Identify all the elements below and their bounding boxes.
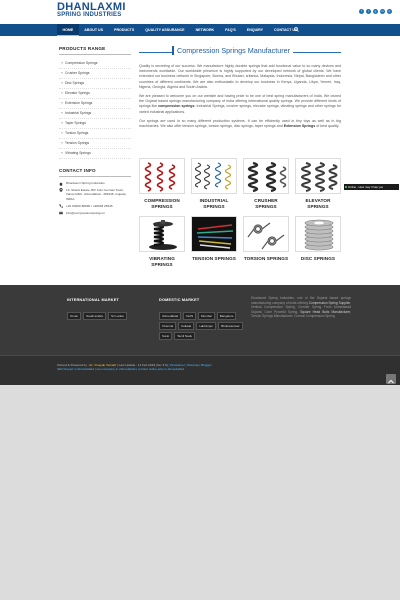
scroll-to-top-button[interactable] [386, 374, 396, 384]
sidebar-item-taper[interactable]: » Taper Springs [59, 119, 131, 129]
contact-info-title: CONTACT INFO [59, 168, 131, 177]
social-links [359, 9, 392, 14]
nav-home[interactable]: HOME [57, 24, 79, 36]
vibrating-springs-image[interactable] [139, 216, 185, 252]
intro-paragraph-3: Our springs are used in so many different production systems. It can be efficiently used in tiny toys as well as in big machineries. We also offer tension springs, torsion springs, disc springs, taper springs and Extension Springs of best quality. [139, 118, 341, 129]
product-grid-row-1 [139, 158, 341, 210]
nav-contact[interactable]: CONTACT US [274, 28, 298, 32]
footer-link-bolts[interactable]: Square Head Bolts Manufacturer [300, 309, 351, 314]
owner-link[interactable]: Er. Vinayak Velvadt [89, 363, 117, 367]
footer-bottom-bar [0, 355, 400, 385]
torsion-springs-image[interactable] [243, 216, 289, 252]
intro-paragraph-2: We are pleased to welcome you on our website and having pride to be one of best spring manufacturers of India. We owned the Gujarat based springs manufacturing company of India offering international quality springs. We provide different kinds of springs like compression springs, Industrial Springs, crusher springs, elevator springs, vibrating springs and other springs for varied industrial applications. [139, 94, 341, 114]
tag-chennai[interactable]: Chennai [159, 322, 176, 330]
product-card-elevator[interactable] [295, 158, 341, 210]
tag-bangalore[interactable]: Bangalore [217, 312, 237, 320]
international-market-title: INTERNATIONAL MARKET [67, 298, 119, 302]
sidebar-item-elevator[interactable]: » Elevator Springs [59, 89, 131, 99]
chevron-up-icon [386, 377, 396, 387]
product-card-compression[interactable] [139, 158, 185, 210]
twitter-icon[interactable]: t [366, 9, 371, 14]
contact-address [59, 188, 131, 201]
compression-springs-image[interactable] [139, 158, 185, 194]
home-icon [59, 182, 63, 186]
sidebar-item-disc[interactable]: » Disc Springs [59, 79, 131, 89]
page-title: Compression Springs Manufacturer [172, 46, 293, 55]
online-chat-badge[interactable]: Online - How may I help you [344, 184, 399, 190]
facebook-icon[interactable]: f [359, 9, 364, 14]
footer-about-text: Dhanlaxmi Spring Industries, one of the Gujarat based springs manufacturing company of India offering Compression Spring Supplier, Vertical Compression Spring, Crusher Spring From Ahmedabad Gujarat, Cone Pyramid Spring, Square Head Bolts Manufacturer, Torsion Springs Manufacturer, Conical Compression Spring. [251, 296, 351, 319]
tag-lakhimpur[interactable]: Lakhimpur [196, 322, 216, 330]
international-tags [67, 312, 149, 320]
contact-phone [59, 204, 131, 208]
contact-company [59, 181, 131, 185]
sidebar-item-tension[interactable]: » Tension Springs [59, 139, 131, 149]
sidebar-item-vibrating[interactable]: » Vibrating Springs [59, 149, 131, 159]
torsion-label[interactable]: TORSION SPRINGS [243, 256, 289, 261]
nav-enquiry[interactable]: ENQUIRY [246, 28, 264, 32]
nav-network[interactable]: NETWORK [195, 28, 215, 32]
product-card-torsion[interactable] [243, 216, 289, 268]
product-card-industrial[interactable] [191, 158, 237, 210]
crusher-label[interactable]: CRUSHER SPRINGS [254, 198, 278, 209]
company-name: Dhanlaxmi Spring Industries [66, 181, 105, 185]
logo-sub[interactable]: SPRING INDUSTRIES [57, 12, 122, 18]
tension-springs-image[interactable] [191, 216, 237, 252]
disc-springs-image[interactable] [295, 216, 341, 252]
email-icon [59, 211, 63, 215]
sidebar [59, 46, 131, 217]
products-list [59, 59, 131, 159]
product-grid-row-2 [139, 216, 341, 268]
tag-tamil-nadu[interactable]: Tamil Nadu [174, 332, 195, 340]
sidebar-item-extension[interactable]: » Extension Springs [59, 99, 131, 109]
sidebar-item-crusher[interactable]: » Crusher Springs [59, 69, 131, 79]
product-card-crusher[interactable] [243, 158, 289, 210]
industrial-springs-image[interactable] [191, 158, 237, 194]
tag-mumbai[interactable]: Mumbai [198, 312, 215, 320]
industrial-label[interactable]: INDUSTRIAL SPRINGS [199, 198, 229, 209]
nav-about[interactable]: ABOUT US [84, 28, 104, 32]
site-header [0, 0, 400, 24]
domestic-tags [159, 312, 243, 340]
tag-delhi[interactable]: Delhi [183, 312, 196, 320]
tension-label[interactable]: TENSION SPRINGS [192, 256, 236, 261]
disc-label[interactable]: DISC SPRINGS [300, 256, 336, 261]
compression-springs-link[interactable]: compression springs [158, 104, 195, 109]
footer-link-supplier[interactable]: Compression Spring Supplier [308, 300, 351, 305]
status-dot-icon [345, 186, 347, 188]
google-plus-icon[interactable]: g [374, 9, 377, 13]
nav-products[interactable]: PRODUCTS [114, 28, 135, 32]
contact-email [59, 211, 131, 215]
sidebar-item-industrial[interactable]: » Industrial Springs [59, 109, 131, 119]
nav-quality[interactable]: QUALITY ASSURANCE [145, 28, 185, 32]
products-range-title: PRODUCTS RANGE [59, 46, 131, 55]
tag-ahmedabad[interactable]: Ahmedabad [159, 312, 181, 320]
phone-text[interactable]: +91 94260 88090 / +98948 28345 [66, 203, 113, 208]
footer-seo-links[interactable]: SEO Expert in Ahmedabad | seo company in ahmedabad | contact online jobs in ahmedabad [57, 367, 184, 371]
pinterest-icon[interactable]: p [388, 9, 391, 13]
sidebar-item-compression[interactable]: » Compression Springs [59, 59, 131, 69]
main-nav [0, 24, 400, 36]
elevator-label[interactable]: ELEVATOR SPRINGS [305, 198, 331, 209]
tag-surat[interactable]: Surat [159, 332, 172, 340]
tag-saudi-arabia[interactable]: Saudi arabia [83, 312, 106, 320]
elevator-springs-image[interactable] [295, 158, 341, 194]
main-content [139, 46, 341, 129]
footer-links[interactable]: | Disclaimer | Sitemap | Blogger [167, 363, 212, 367]
product-card-tension[interactable] [191, 216, 237, 268]
tag-oman[interactable]: Oman [67, 312, 81, 320]
footer-credits: Owned & Powered by : Er. Vinayak Velvadt | Last Update : 11 Feb 2019 (Ver 3.0) | Disclaimer | Sitemap | Blogger [57, 363, 212, 367]
address-text: 13, Shanti Estate, B/h Indo German Tools, Vatva GIDC, Ahmedabad - 382445, Gujarat, INDIA. [66, 187, 127, 201]
crusher-springs-image[interactable] [243, 158, 289, 194]
sidebar-item-torsion[interactable]: » Torsion Springs [59, 129, 131, 139]
domestic-market-title: DOMESTIC MARKET [159, 298, 200, 302]
tag-bhubaneswar[interactable]: Bhubaneswar [218, 322, 242, 330]
email-text[interactable]: info@compressionsprings.in [66, 210, 105, 215]
compression-label[interactable]: COMPRESSION SPRINGS [144, 198, 180, 209]
product-card-disc[interactable] [295, 216, 341, 268]
logo-main[interactable]: DHANLAXMI [57, 1, 126, 13]
tag-kolkata[interactable]: Kolkata [178, 322, 194, 330]
location-icon [59, 188, 63, 192]
linkedin-icon[interactable]: in [381, 9, 384, 13]
vibrating-label[interactable]: VIBRATING SPRINGS [149, 256, 175, 267]
intro-paragraph-1: Quality is secreting of our success. We manufacture highly durable springs that add functional value to so many devices and instruments worldwide. Our worldwide presence is highly supported by our developed network of global clients. We have extended our business network in Singapore, Burma, and Bhutan, srilanka, Malaysia, Indonesia, Nepal, Bangladesh and other countries of different continents. We are also enthusiastic to develop our business in Kenya, Uganda, Libya, Yemen, Iraq, Nigeria, Georgia, Algeria and South Arabia. [139, 64, 341, 89]
extension-springs-link[interactable]: Extension Springs [283, 124, 316, 129]
tag-sri-lanka[interactable]: Sri Lanka [108, 312, 127, 320]
nav-faqs[interactable]: FAQ'S [225, 28, 236, 32]
phone-icon [59, 204, 63, 208]
product-card-vibrating[interactable] [139, 216, 185, 268]
search-icon[interactable] [294, 27, 299, 32]
